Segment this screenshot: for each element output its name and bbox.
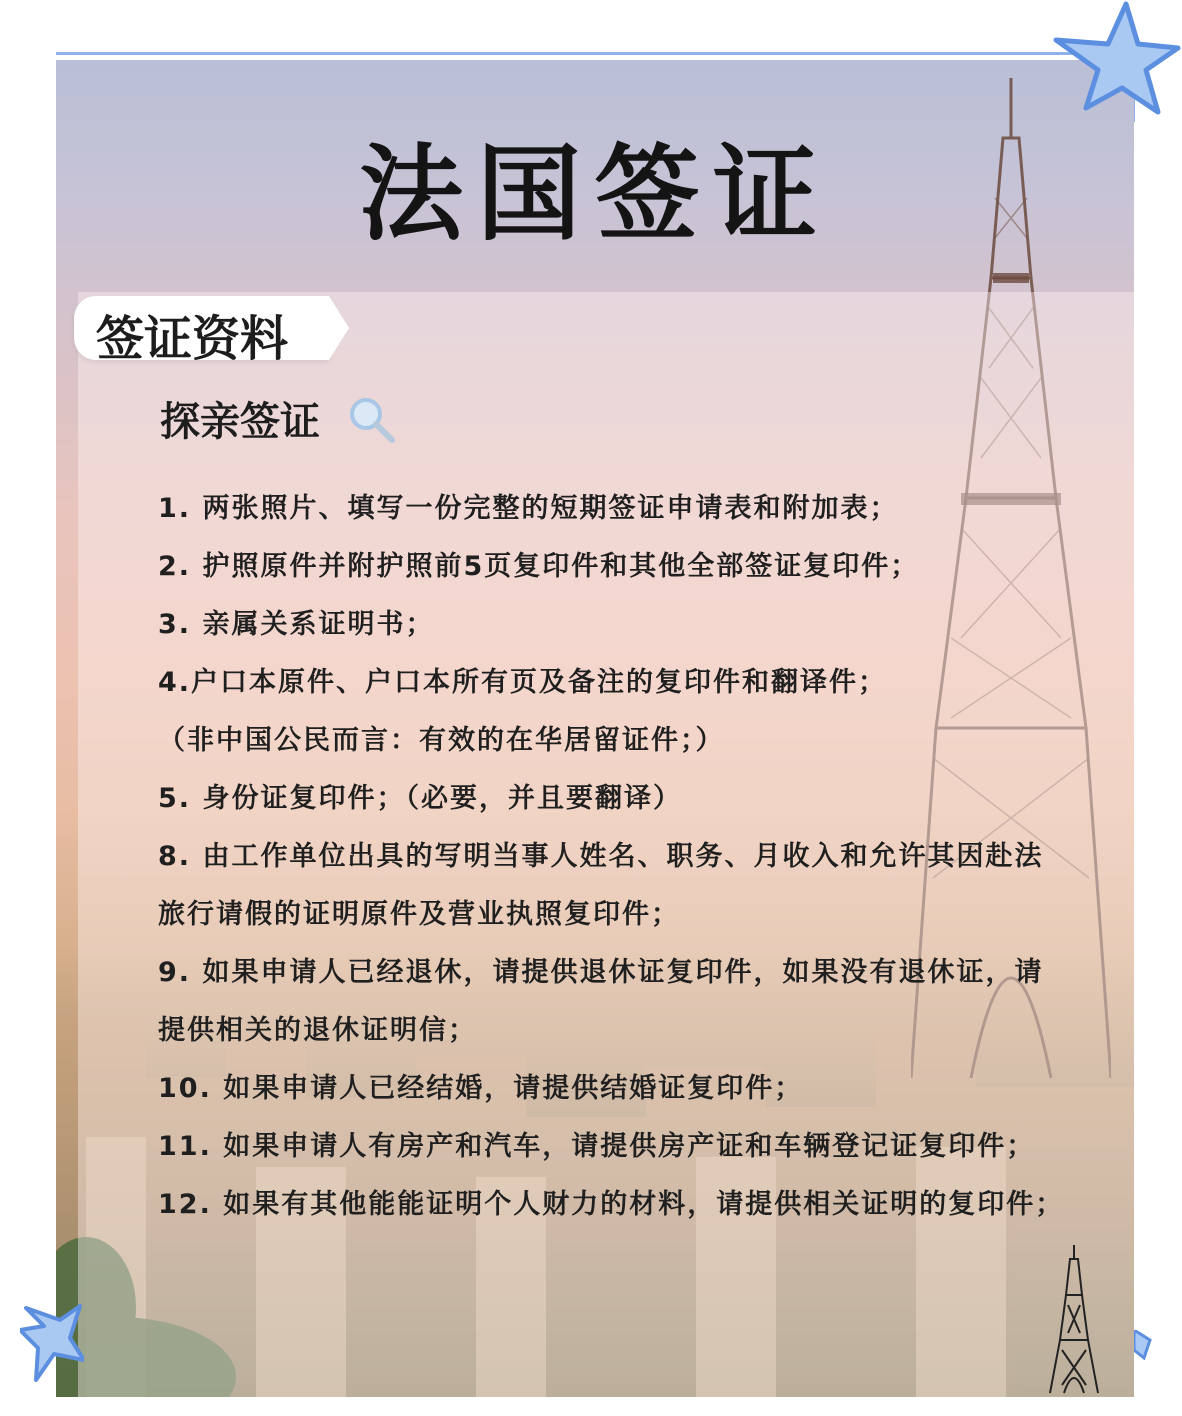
section-label	[74, 296, 329, 367]
requirements-list	[158, 480, 1068, 1234]
subtitle: 探亲签证	[160, 399, 320, 445]
page-title: 法国签证	[358, 132, 831, 255]
list-item: 5. 身份证复印件；（必要，并且要翻译）	[158, 783, 682, 814]
poster	[56, 60, 1134, 1397]
list-item: 4.户口本原件、户口本所有页及备注的复印件和翻译件；	[158, 667, 888, 698]
list-item: 2. 护照原件并附护照前5页复印件和其他全部签证复印件；	[158, 551, 920, 582]
list-item: 8. 由工作单位出具的写明当事人姓名、职务、月收入和允许其因赴法旅行请假的证明原件及营业执照复印件；	[158, 841, 1044, 930]
list-item: 12. 如果有其他能能证明个人财力的材料，请提供相关证明的复印件；	[158, 1189, 1065, 1220]
section-label-text: 签证资料	[96, 311, 289, 367]
star-icon	[1046, 0, 1182, 128]
star-icon	[20, 1300, 84, 1382]
eiffel-tower-small-icon	[1046, 1245, 1102, 1395]
list-item: 11. 如果申请人有房产和汽车，请提供房产证和车辆登记证复印件；	[158, 1131, 1036, 1162]
list-item: 3. 亲属关系证明书；	[158, 609, 435, 640]
star-icon	[1134, 1330, 1152, 1360]
list-item: 9. 如果申请人已经退休，请提供退休证复印件，如果没有退休证，请提供相关的退休证明信；	[158, 957, 1044, 1046]
list-item: （非中国公民而言：有效的在华居留证件；）	[158, 725, 725, 756]
frame-border-top	[56, 52, 1136, 55]
magnifier-icon	[346, 394, 396, 444]
list-item: 1. 两张照片、填写一份完整的短期签证申请表和附加表；	[158, 493, 899, 524]
list-item: 10. 如果申请人已经结婚，请提供结婚证复印件；	[158, 1073, 804, 1104]
